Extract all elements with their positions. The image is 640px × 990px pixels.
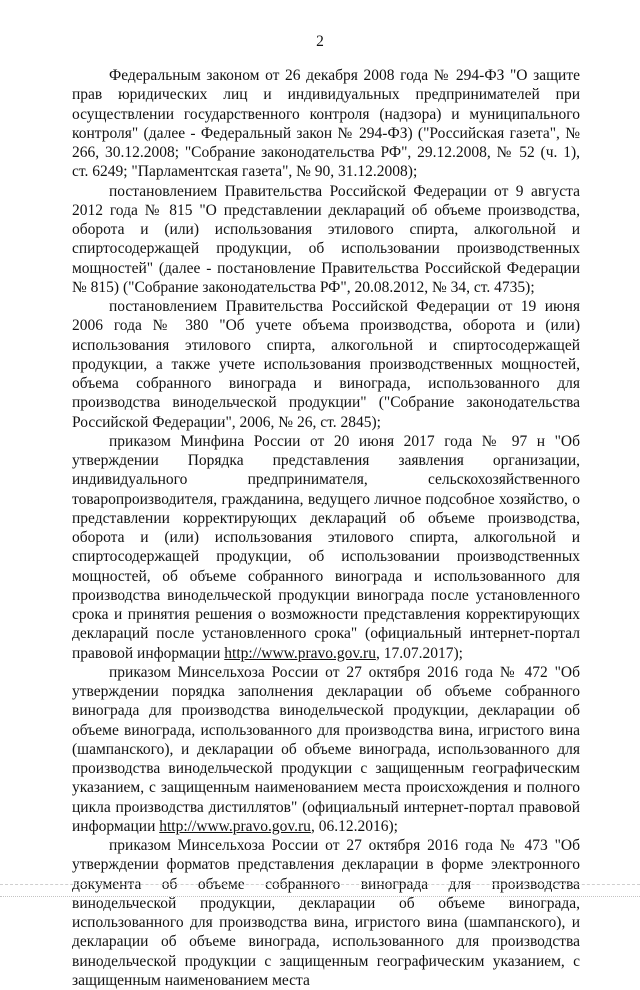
paragraph-text: , 17.07.2017); (375, 644, 463, 662)
paragraph-text: приказом Минсельхоза России от 27 октября 2016 года № 473 "Об утверждении форматов представления декларации в форме электронного документа об объеме собранного винограда для производства винодельческой продукции, декларации об объеме винограда, использованного для производства вина, игристого вина (шампанского), и декларации об объеме винограда, использованного для производства винодельческой продукции с защищенным географическим указанием, с защищенным наименованием места (72, 837, 580, 989)
paragraph-order-minfin-97n (72, 432, 580, 663)
paragraph-text: постановлением Правительства Российской Федерации от 19 июня 2006 года № 380 "Об учете объема производства, оборота и (или) использования этилового спирта, алкогольной и спиртосодержащей продукции, а также учете использования производственных мощностей, объема собранного винограда и винограда, использованного для производства винодельческой продукции" ("Собрание законодательства Российской Федерации", 2006, № 26, ст. 2845); (72, 298, 580, 431)
paragraph-text: , 06.12.2016); (310, 817, 398, 835)
paragraph-text: приказом Минсельхоза России от 27 октября 2016 года № 472 "Об утверждении порядка заполнения декларации об объеме собранного винограда для производства винодельческой продукции, декларации об объеме винограда, использованного для производства вина, игристого вина (шампанского), и декларации об объеме винограда, использованного для производства винодельческой продукции с защищенным географическим указанием, с защищенным наименованием места происхождения и полного цикла производства дистиллятов" (официальный интернет-портал правовой информации (72, 663, 580, 835)
paragraph-federal-law-294 (72, 66, 580, 182)
pravo-gov-link[interactable]: http://www.pravo.gov.ru (159, 817, 311, 835)
paragraph-order-minselkhoz-473 (72, 836, 580, 990)
paragraph-resolution-815 (72, 182, 580, 298)
paragraph-text: приказом Минфина России от 20 июня 2017 года № 97 н "Об утверждении Порядка представления заявления организации, индивидуального предпринимателя, сельскохозяйственного товаропроизводителя, гражданина, ведущего личное подсобное хозяйство, о представлении корректирующих деклараций об объеме производства, оборота и (или) использования этилового спирта, алкогольной и спиртосодержащей продукции, об использовании производственных мощностей, об объеме собранного винограда и использованного для производства винодельческой продукции винограда после установленного срока и принятия решения о возможности представления корректирующих деклараций после установленного срока" (официальный интернет-портал правовой информации (72, 432, 580, 662)
page-number: 2 (316, 33, 324, 50)
pravo-gov-link[interactable]: http://www.pravo.gov.ru (224, 644, 376, 662)
paragraph-resolution-380 (72, 297, 580, 432)
document-body (72, 66, 580, 990)
paragraph-text: постановлением Правительства Российской Федерации от 9 августа 2012 года № 815 "О представлении деклараций об объеме производства, оборота и (или) использования этилового спирта, алкогольной и спиртосодержащей продукции, об использовании производственных мощностей" (далее - постановление Правительства Российской Федерации № 815) ("Собрание законодательства РФ", 20.08.2012, № 34, ст. 4735); (72, 182, 580, 296)
paragraph-text: Федеральным законом от 26 декабря 2008 года № 294-ФЗ "О защите прав юридических лиц и индивидуальных предпринимателей при осуществлении государственного контроля (надзора) и муниципального контроля" (далее - Федеральный закон № 294-ФЗ) ("Российская газета", № 266, 30.12.2008; "Собрание законодательства РФ", 29.12.2008, № 52 (ч. 1), ст. 6249; "Парламентская газета", № 90, 31.12.2008); (72, 67, 580, 181)
scan-artifact-line (0, 884, 640, 886)
paragraph-order-minselkhoz-472 (72, 663, 580, 836)
scan-artifact-line (0, 896, 640, 898)
